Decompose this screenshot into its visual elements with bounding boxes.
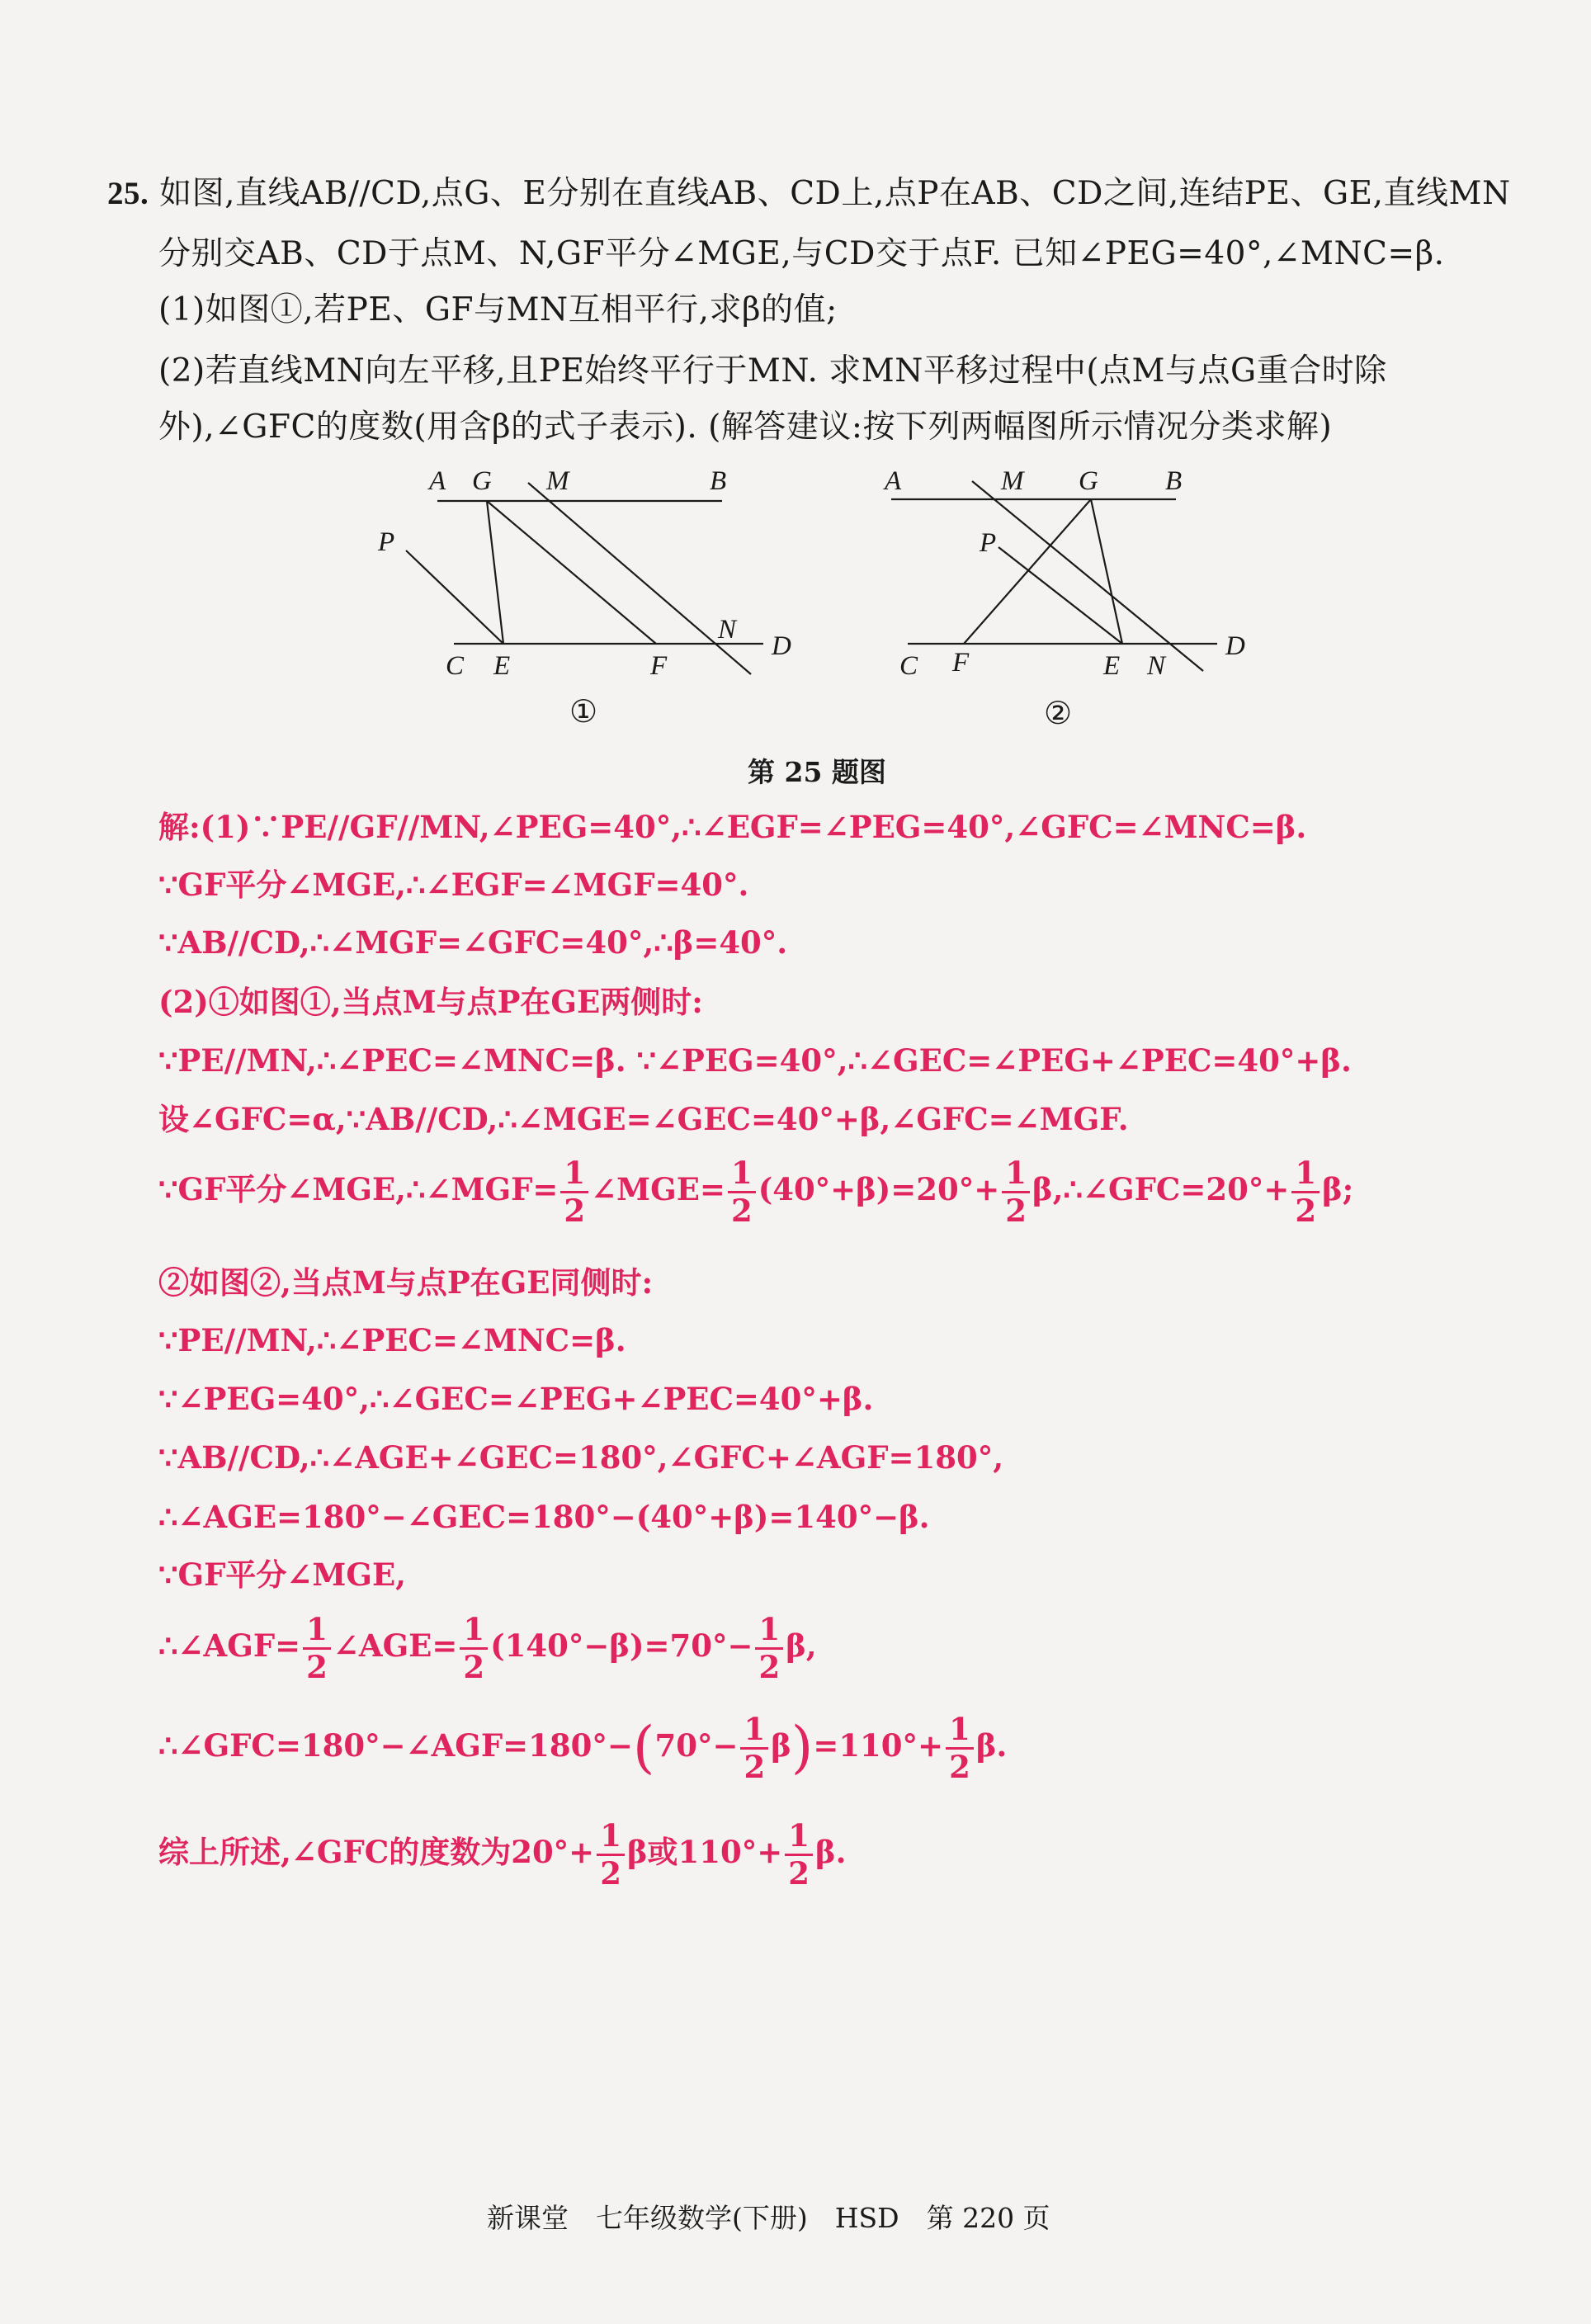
segment-pe: [406, 550, 503, 644]
segment-ge: [487, 501, 503, 644]
figure-2-number: ②: [1044, 697, 1073, 731]
label-p: P: [378, 527, 395, 557]
fraction-half: $\frac{1}{2}$: [303, 1613, 331, 1684]
label-p: P: [980, 528, 997, 558]
solution-line-8: ②如图②,当点M与点P在GE同侧时:: [158, 1264, 654, 1301]
fraction-half: $\frac{1}{2}$: [460, 1613, 488, 1684]
label-a: A: [885, 466, 902, 496]
figure-1-number: ①: [569, 695, 598, 730]
solution-line-14: ∴∠AGF= $\frac{1}{2}$ ∠AGE= $\frac{1}{2}$ (140°−β)=70°− $\frac{1}{2}$ β,: [158, 1611, 817, 1685]
fraction-half: $\frac{1}{2}$: [946, 1713, 974, 1783]
fraction-half: $\frac{1}{2}$: [560, 1157, 588, 1227]
fraction-half: $\frac{1}{2}$: [597, 1820, 625, 1890]
figure-2: [875, 458, 1287, 739]
solution-line-3: ∵AB//CD,∴∠MGF=∠GFC=40°,∴β=40°.: [158, 924, 788, 961]
label-b: B: [710, 466, 727, 496]
label-n: N: [1147, 651, 1166, 681]
solution-line-6: 设∠GFC=α,∵AB//CD,∴∠MGE=∠GEC=40°+β,∠GFC=∠MGF.: [158, 1101, 1129, 1137]
label-d: D: [772, 631, 791, 661]
solution-line-5: ∵PE//MN,∴∠PEC=∠MNC=β. ∵∠PEG=40°,∴∠GEC=∠PEG+∠PEC=40°+β.: [158, 1042, 1352, 1079]
label-d: D: [1225, 631, 1245, 661]
problem-line-2: 分别交AB、CD于点M、N,GF平分∠MGE,与CD交于点F. 已知∠PEG=40°,∠MNC=β.: [158, 235, 1445, 272]
figure-1: [363, 458, 809, 739]
label-e: E: [493, 651, 511, 681]
solution-line-13: ∵GF平分∠MGE,: [158, 1556, 407, 1593]
line-mn: [972, 481, 1203, 671]
figure-caption: 第 25 题图: [748, 756, 886, 788]
label-f: F: [650, 651, 668, 681]
label-a: A: [429, 466, 446, 496]
label-b: B: [1165, 466, 1183, 496]
problem-part-1: (1)如图①,若PE、GF与MN互相平行,求β的值;: [158, 291, 838, 328]
segment-gf: [964, 499, 1091, 644]
fraction-half: $\frac{1}{2}$: [755, 1613, 783, 1684]
label-m: M: [1001, 466, 1024, 496]
fraction-half: $\frac{1}{2}$: [785, 1820, 813, 1890]
solution-line-4: (2)①如图①,当点M与点P在GE两侧时:: [158, 984, 703, 1020]
fraction-half: $\frac{1}{2}$: [740, 1713, 768, 1783]
solution-line-2: ∵GF平分∠MGE,∴∠EGF=∠MGF=40°.: [158, 867, 749, 903]
label-e: E: [1103, 651, 1121, 681]
solution-line-9: ∵PE//MN,∴∠PEC=∠MNC=β.: [158, 1322, 626, 1358]
label-n: N: [718, 615, 737, 645]
fraction-half: $\frac{1}{2}$: [728, 1157, 756, 1227]
line-mn: [528, 483, 751, 674]
solution-line-11: ∵AB//CD,∴∠AGE+∠GEC=180°,∠GFC+∠AGF=180°,: [158, 1439, 1004, 1476]
problem-line-1: 25. 如图,直线AB//CD,点G、E分别在直线AB、CD上,点P在AB、CD之间,连结PE、GE,直线MN: [107, 175, 1511, 212]
solution-conclusion: 综上所述,∠GFC的度数为20°+ $\frac{1}{2}$ β或110°+ $\frac{1}{2}$ β.: [158, 1817, 847, 1892]
solution-line-10: ∵∠PEG=40°,∴∠GEC=∠PEG+∠PEC=40°+β.: [158, 1381, 874, 1417]
label-f: F: [952, 648, 970, 678]
label-g: G: [1079, 466, 1098, 496]
label-c: C: [446, 651, 465, 681]
label-g: G: [472, 466, 492, 496]
solution-line-7: ∵GF平分∠MGE,∴∠MGF= $\frac{1}{2}$ ∠MGE= $\frac{1}{2}$ (40°+β)=20°+ $\frac{1}{2}$ β,∴∠GFC=20°+ $\frac{1}{2}$ β;: [158, 1155, 1354, 1229]
problem-part-2-line-2: 外),∠GFC的度数(用含β的式子表示). (解答建议:按下列两幅图所示情况分类求解): [158, 409, 1333, 446]
label-c: C: [899, 651, 918, 681]
page-footer: 新课堂 七年级数学(下册) HSD 第 220 页: [487, 2202, 1050, 2234]
solution-line-1: 解:(1)∵PE//GF//MN,∠PEG=40°,∴∠EGF=∠PEG=40°,∠GFC=∠MNC=β.: [158, 809, 1307, 845]
problem-number: 25.: [107, 176, 149, 211]
fraction-half: $\frac{1}{2}$: [1002, 1157, 1030, 1227]
solution-line-12: ∴∠AGE=180°−∠GEC=180°−(40°+β)=140°−β.: [158, 1499, 930, 1535]
fraction-half: $\frac{1}{2}$: [1291, 1157, 1320, 1227]
solution-line-15: ∴∠GFC=180°−∠AGF=180°−(70°− $\frac{1}{2}$ β)=110°+ $\frac{1}{2}$ β.: [158, 1711, 1008, 1785]
label-m: M: [546, 466, 569, 496]
problem-part-2-line-1: (2)若直线MN向左平移,且PE始终平行于MN. 求MN平移过程中(点M与点G重合时除: [158, 352, 1387, 390]
segment-gf: [487, 501, 656, 644]
